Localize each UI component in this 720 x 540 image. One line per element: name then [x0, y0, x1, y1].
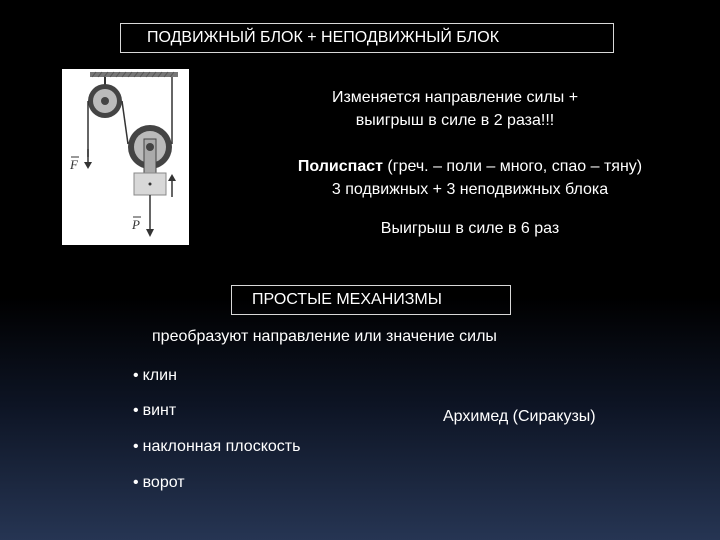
list-item — [133, 436, 300, 458]
pulley-diagram-svg — [62, 69, 189, 245]
direction-change-text — [270, 86, 640, 132]
gain-six-text: Выигрыш в силе в 6 раз — [380, 220, 560, 237]
bullet-icon: • — [133, 402, 139, 419]
slide-title: ПОДВИЖНЫЙ БЛОК + НЕПОДВИЖНЫЙ БЛОК — [120, 23, 614, 53]
list-item — [133, 400, 176, 422]
transform-text: преобразуют направление или значение силы — [152, 328, 497, 345]
list-item — [133, 472, 185, 494]
polyspast-text — [240, 155, 700, 201]
bullet-icon: • — [133, 438, 139, 455]
force-label: F — [70, 157, 78, 172]
polyspast-etymology: (греч. – поли – много, спао – тяну) — [382, 158, 643, 175]
direction-change-line1: Изменяется направление силы + — [331, 89, 579, 106]
polyspast-term: Полиспаст — [297, 158, 383, 175]
polyspast-line2: 3 подвижных + 3 неподвижных блока — [331, 181, 609, 198]
polyspast-line1 — [240, 155, 700, 178]
list-item-label: винт — [142, 402, 177, 419]
simple-mechanisms-heading: ПРОСТЫЕ МЕХАНИЗМЫ — [231, 285, 511, 315]
weight-label: P — [132, 217, 140, 232]
direction-change-line2: выигрыш в силе в 2 раза!!! — [355, 112, 555, 129]
archimedes-text: Архимед (Сиракузы) — [443, 408, 596, 425]
bullet-icon: • — [133, 474, 139, 491]
bullet-icon: • — [133, 367, 139, 384]
pulley-diagram — [62, 69, 189, 245]
list-item-label: наклонная плоскость — [142, 438, 301, 455]
list-item-label: клин — [142, 367, 177, 384]
list-item-label: ворот — [142, 474, 185, 491]
list-item — [133, 365, 177, 387]
